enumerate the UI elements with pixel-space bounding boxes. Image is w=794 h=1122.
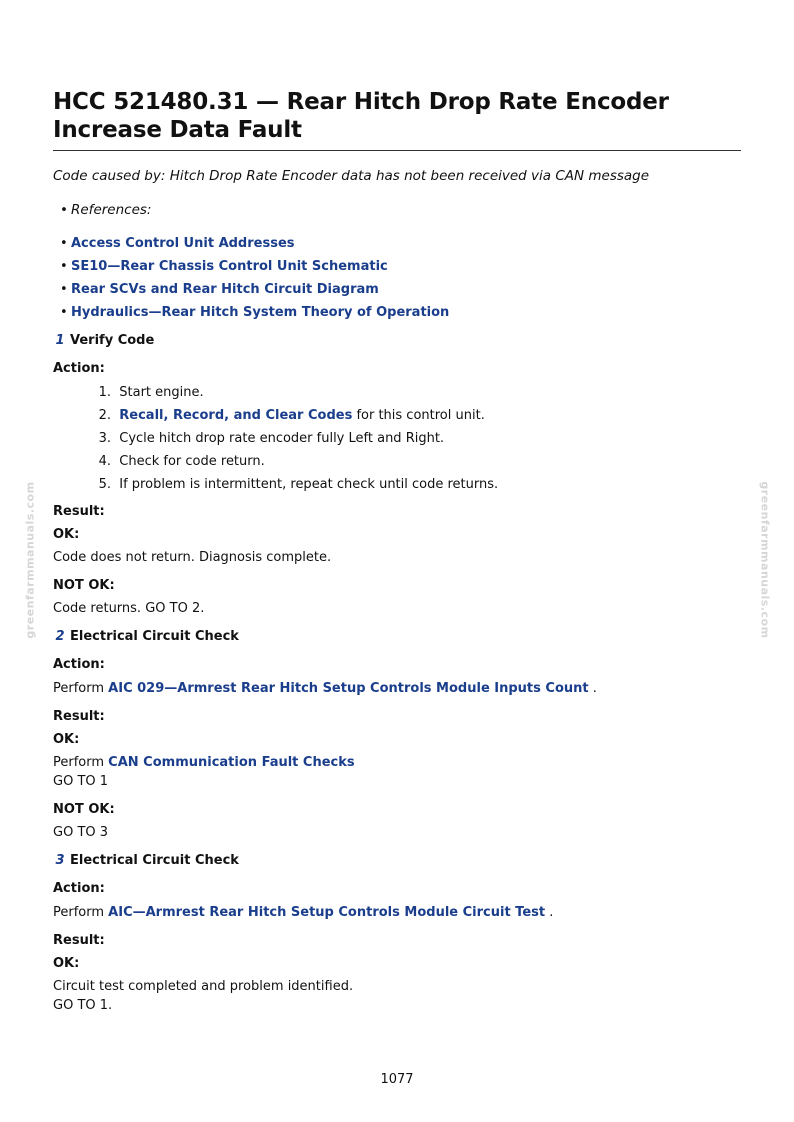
step-1-result-label: Result: [53, 504, 105, 519]
step-3-result-label: Result: [53, 933, 105, 948]
aic-029-inputs-count-link[interactable]: AIC 029—Armrest Rear Hitch Setup Controls Module Inputs Count [108, 681, 589, 696]
action-item: 5. If problem is intermittent, repeat check until code returns. [98, 477, 499, 492]
step-3-ok-text: Circuit test completed and problem identified. [53, 979, 354, 994]
recall-record-clear-codes-link[interactable]: Recall, Record, and Clear Codes [119, 408, 353, 423]
step-2-ok-label: OK: [53, 732, 80, 747]
cause-text: Code caused by: Hitch Drop Rate Encoder data has not been received via CAN message [53, 168, 650, 184]
action-item: 3. Cycle hitch drop rate encoder fully Left and Right. [98, 431, 445, 446]
action-item: 1. Start engine. [98, 385, 204, 400]
aic-circuit-test-link[interactable]: AIC—Armrest Rear Hitch Setup Controls Module Circuit Test [108, 905, 546, 920]
step-1-title: Verify Code [70, 333, 155, 348]
step-2-ok-text: Perform CAN Communication Fault Checks [53, 755, 355, 770]
step-3-heading [53, 853, 239, 868]
step-1-ok-label: OK: [53, 527, 80, 542]
step-2-number: 2 [55, 629, 65, 644]
step-3-ok-label: OK: [53, 956, 80, 971]
step-2-title: Electrical Circuit Check [70, 629, 239, 644]
step-2-notok-label: NOT OK: [53, 802, 115, 817]
step-2-heading [53, 629, 239, 644]
step-2-notok-text: GO TO 3 [53, 825, 109, 840]
watermark-right: greenfarmmanuals.com [758, 481, 772, 639]
step-3-title: Electrical Circuit Check [70, 853, 239, 868]
step-1-heading [53, 333, 154, 348]
action-item: 2. Recall, Record, and Clear Codes for this control unit. [98, 408, 485, 423]
page-title: HCC 521480.31 — Rear Hitch Drop Rate Encoder Increase Data Fault [53, 89, 669, 143]
step-1-number: 1 [55, 333, 65, 348]
can-communication-fault-checks-link[interactable]: CAN Communication Fault Checks [108, 755, 355, 770]
step-2-result-label: Result: [53, 709, 105, 724]
step-1-action-list [84, 384, 498, 499]
title-divider [53, 150, 741, 151]
step-2-action-text: Perform AIC 029—Armrest Rear Hitch Setup Controls Module Inputs Count . [53, 681, 597, 696]
reference-link-access-control-unit[interactable]: • Access Control Unit Addresses [60, 236, 295, 251]
step-3-action-text: Perform AIC—Armrest Rear Hitch Setup Controls Module Circuit Test . [53, 905, 554, 920]
reference-link-rear-scvs-diagram[interactable]: • Rear SCVs and Rear Hitch Circuit Diagram [60, 282, 379, 297]
reference-link-se10-schematic[interactable]: • SE10—Rear Chassis Control Unit Schematic [60, 259, 388, 274]
step-1-notok-text: Code returns. GO TO 2. [53, 601, 205, 616]
reference-link-hydraulics-theory[interactable]: • Hydraulics—Rear Hitch System Theory of Operation [60, 305, 449, 320]
page-number: 1077 [380, 1072, 414, 1087]
references-label: • References: [60, 202, 151, 218]
step-2-action-label: Action: [53, 657, 105, 672]
action-item: 4. Check for code return. [98, 454, 265, 469]
step-1-action-label: Action: [53, 361, 105, 376]
step-3-ok-goto: GO TO 1. [53, 998, 113, 1013]
step-3-action-label: Action: [53, 881, 105, 896]
watermark-left: greenfarmmanuals.com [23, 481, 37, 639]
step-1-notok-label: NOT OK: [53, 578, 115, 593]
step-3-number: 3 [55, 853, 65, 868]
step-1-ok-text: Code does not return. Diagnosis complete. [53, 550, 332, 565]
step-2-ok-goto: GO TO 1 [53, 774, 109, 789]
